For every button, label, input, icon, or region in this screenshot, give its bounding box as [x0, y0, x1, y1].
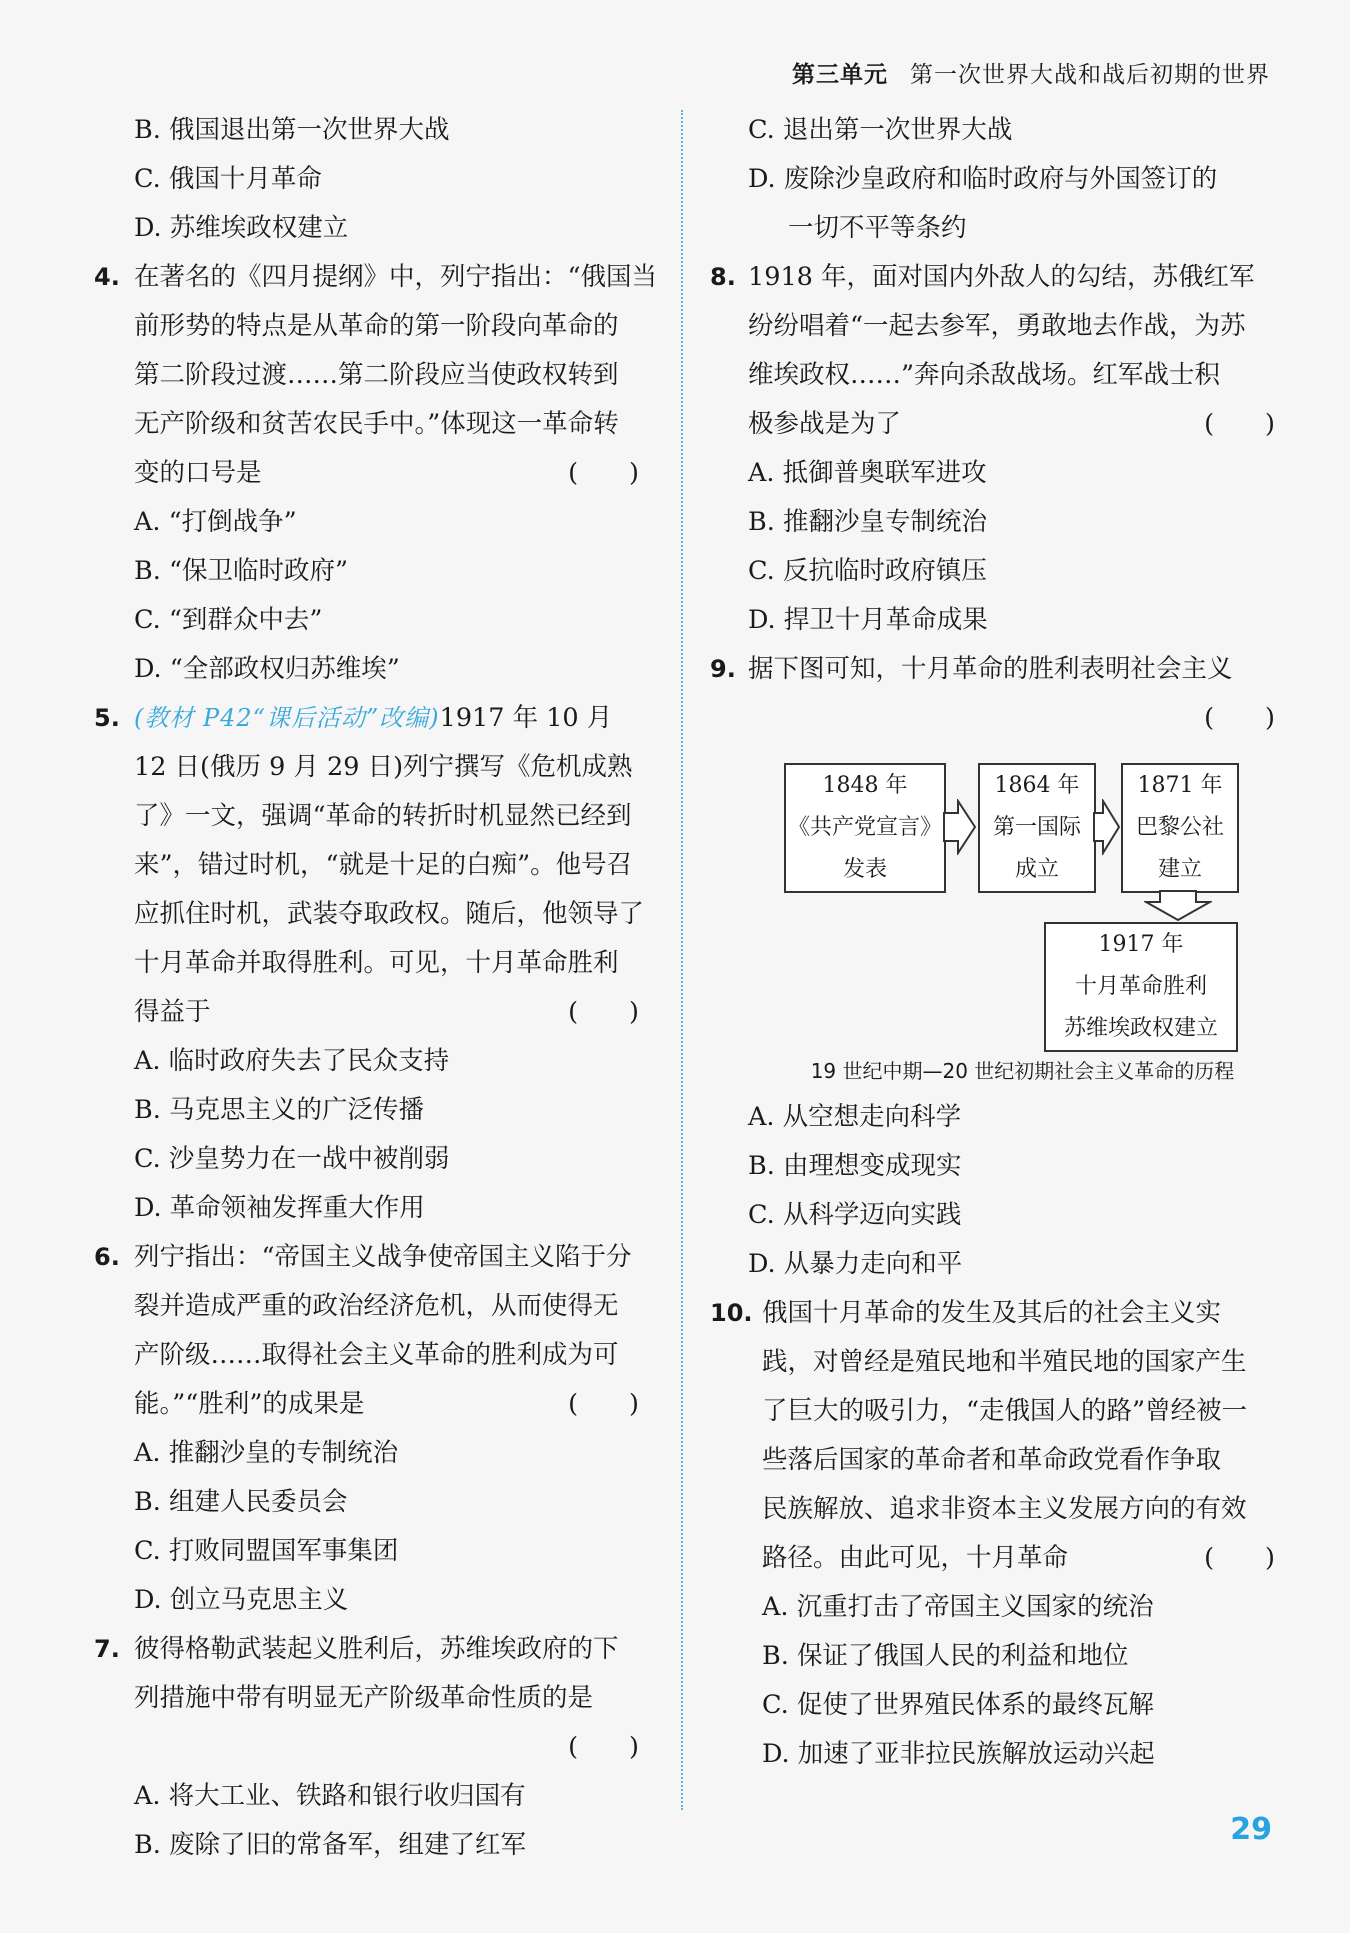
question-text: 应抓住时机，武装夺取政权。随后，他领导了 — [134, 899, 645, 929]
question-text: 十月革命并取得胜利。可见，十月革命胜利 — [134, 948, 619, 978]
answer-blank[interactable]: ( ) — [1204, 1543, 1275, 1573]
option-4a[interactable]: A. “打倒战争” — [134, 507, 297, 537]
option-7b[interactable]: B. 废除了旧的常备军，组建了红军 — [134, 1830, 526, 1860]
question-text: 了巨大的吸引力，“走俄国人的路”曾经被一 — [762, 1396, 1248, 1426]
question-5 — [94, 694, 645, 1233]
question-text: 来”，错过时机，“就是十足的白痴”。他号召 — [134, 850, 633, 880]
option-7d[interactable]: D. 废除沙皇政府和临时政府与外国签订的 — [748, 164, 1218, 194]
arrow-down-icon — [1144, 890, 1212, 922]
option-6b[interactable]: B. 组建人民委员会 — [134, 1487, 348, 1517]
option-6d[interactable]: D. 创立马克思主义 — [134, 1585, 349, 1615]
question-text: 纷纷唱着“一起去参军，勇敢地去作战，为苏 — [748, 311, 1246, 341]
question-number: 10. — [710, 1299, 753, 1327]
arrow-right-icon — [943, 799, 977, 855]
option-4c[interactable]: C. “到群众中去” — [134, 605, 323, 635]
question-text: 极参战是为了 — [748, 409, 902, 439]
question-text: 路径。由此可见，十月革命 — [762, 1543, 1069, 1573]
option-8b[interactable]: B. 推翻沙皇专制统治 — [748, 507, 987, 537]
question-3-options — [94, 106, 639, 253]
option-4d[interactable]: D. “全部政权归苏维埃” — [134, 654, 400, 684]
question-text: 1918 年，面对国内外敌人的勾结，苏俄红军 — [748, 262, 1255, 292]
question-4 — [94, 253, 658, 694]
answer-blank[interactable]: ( ) — [568, 997, 639, 1027]
left-column — [94, 106, 658, 1870]
option-6c[interactable]: C. 打败同盟国军事集团 — [134, 1536, 399, 1566]
page-number: 29 — [1230, 1812, 1272, 1847]
option-7d-continued: 一切不平等条约 — [788, 213, 967, 243]
answer-blank[interactable]: ( ) — [568, 1732, 639, 1762]
question-text: 12 日(俄历 9 月 29 日)列宁撰写《危机成熟 — [134, 752, 633, 782]
timeline-diagram — [710, 749, 1275, 1049]
option-7c[interactable]: C. 退出第一次世界大战 — [748, 115, 1013, 145]
timeline-box-1848: 1848 年 《共产党宣言》 发表 — [784, 763, 946, 893]
question-text: 维埃政权……”奔向杀敌战场。红军战士积 — [748, 360, 1221, 390]
right-column — [710, 106, 1275, 1779]
timeline-box-1864: 1864 年 第一国际 成立 — [978, 763, 1096, 893]
question-number: 4. — [94, 263, 120, 291]
timeline-box-1917: 1917 年 十月革命胜利 苏维埃政权建立 — [1044, 922, 1238, 1052]
question-text: 些落后国家的革命者和革命政党看作争取 — [762, 1445, 1222, 1475]
option-9c[interactable]: C. 从科学迈向实践 — [748, 1200, 962, 1230]
question-number: 7. — [94, 1635, 120, 1663]
question-text: 列措施中带有明显无产阶级革命性质的是 — [134, 1683, 594, 1713]
option-3c[interactable]: C. 俄国十月革命 — [134, 164, 322, 194]
answer-blank[interactable]: ( ) — [568, 458, 639, 488]
option-5a[interactable]: A. 临时政府失去了民众支持 — [134, 1046, 450, 1076]
option-5c[interactable]: C. 沙皇势力在一战中被削弱 — [134, 1144, 450, 1174]
option-9d[interactable]: D. 从暴力走向和平 — [748, 1249, 963, 1279]
option-9a[interactable]: A. 从空想走向科学 — [748, 1102, 962, 1132]
diagram-caption: 19 世纪中期—20 世纪初期社会主义革命的历程 — [810, 1059, 1235, 1083]
question-number: 5. — [94, 704, 120, 732]
question-6 — [94, 1233, 639, 1625]
option-10c[interactable]: C. 促使了世界殖民体系的最终瓦解 — [762, 1690, 1154, 1720]
question-number: 9. — [710, 655, 736, 683]
option-8d[interactable]: D. 捍卫十月革命成果 — [748, 605, 988, 635]
answer-blank[interactable]: ( ) — [1204, 409, 1275, 439]
question-text: 在著名的《四月提纲》中，列宁指出：“俄国当 — [134, 262, 658, 292]
page-header — [792, 56, 1270, 89]
question-text: 1917 年 10 月 — [439, 703, 613, 733]
timeline-box-1871: 1871 年 巴黎公社 建立 — [1121, 763, 1239, 893]
question-text: 列宁指出：“帝国主义战争使帝国主义陷于分 — [134, 1242, 632, 1272]
option-10a[interactable]: A. 沉重打击了帝国主义国家的统治 — [762, 1592, 1154, 1622]
question-text: 了》一文，强调“革命的转折时机显然已经到 — [134, 801, 632, 831]
question-text: 能。”“胜利”的成果是 — [134, 1389, 365, 1419]
question-10 — [710, 1289, 1275, 1779]
question-9 — [710, 645, 1275, 1289]
column-divider — [681, 110, 683, 1810]
question-text: 践，对曾经是殖民地和半殖民地的国家产生 — [762, 1347, 1247, 1377]
question-text: 变的口号是 — [134, 458, 262, 488]
question-text: 前形势的特点是从革命的第一阶段向革命的 — [134, 311, 619, 341]
source-note: (教材 P42“课后活动”改编) — [134, 704, 440, 732]
question-text: 彼得格勒武装起义胜利后，苏维埃政府的下 — [134, 1634, 619, 1664]
option-7a[interactable]: A. 将大工业、铁路和银行收归国有 — [134, 1781, 526, 1811]
question-text: 俄国十月革命的发生及其后的社会主义实 — [762, 1298, 1222, 1328]
option-5b[interactable]: B. 马克思主义的广泛传播 — [134, 1095, 424, 1125]
option-8a[interactable]: A. 抵御普奥联军进攻 — [748, 458, 987, 488]
option-3b[interactable]: B. 俄国退出第一次世界大战 — [134, 115, 450, 145]
arrow-right-icon — [1093, 799, 1121, 855]
question-text: 裂并造成严重的政治经济危机，从而使得无 — [134, 1291, 619, 1321]
question-text: 据下图可知，十月革命的胜利表明社会主义 — [748, 654, 1233, 684]
option-3d[interactable]: D. 苏维埃政权建立 — [134, 213, 349, 243]
option-4b[interactable]: B. “保卫临时政府” — [134, 556, 349, 586]
question-7-options-continued — [710, 106, 1275, 253]
option-8c[interactable]: C. 反抗临时政府镇压 — [748, 556, 987, 586]
unit-label: 第三单元 — [792, 62, 888, 88]
question-7 — [94, 1625, 639, 1870]
option-5d[interactable]: D. 革命领袖发挥重大作用 — [134, 1193, 425, 1223]
question-text: 民族解放、追求非资本主义发展方向的有效 — [762, 1494, 1247, 1524]
question-text: 产阶级……取得社会主义革命的胜利成为可 — [134, 1340, 619, 1370]
option-10b[interactable]: B. 保证了俄国人民的利益和地位 — [762, 1641, 1129, 1671]
question-number: 8. — [710, 263, 736, 291]
answer-blank[interactable]: ( ) — [568, 1389, 639, 1419]
question-text: 第二阶段过渡……第二阶段应当使政权转到 — [134, 360, 619, 390]
question-text: 得益于 — [134, 997, 211, 1027]
question-8 — [710, 253, 1275, 645]
option-10d[interactable]: D. 加速了亚非拉民族解放运动兴起 — [762, 1739, 1155, 1769]
option-6a[interactable]: A. 推翻沙皇的专制统治 — [134, 1438, 399, 1468]
question-text: 无产阶级和贫苦农民手中。”体现这一革命转 — [134, 409, 619, 439]
answer-blank[interactable]: ( ) — [1204, 703, 1275, 733]
unit-title: 第一次世界大战和战后初期的世界 — [910, 62, 1270, 88]
option-9b[interactable]: B. 由理想变成现实 — [748, 1151, 962, 1181]
question-number: 6. — [94, 1243, 120, 1271]
